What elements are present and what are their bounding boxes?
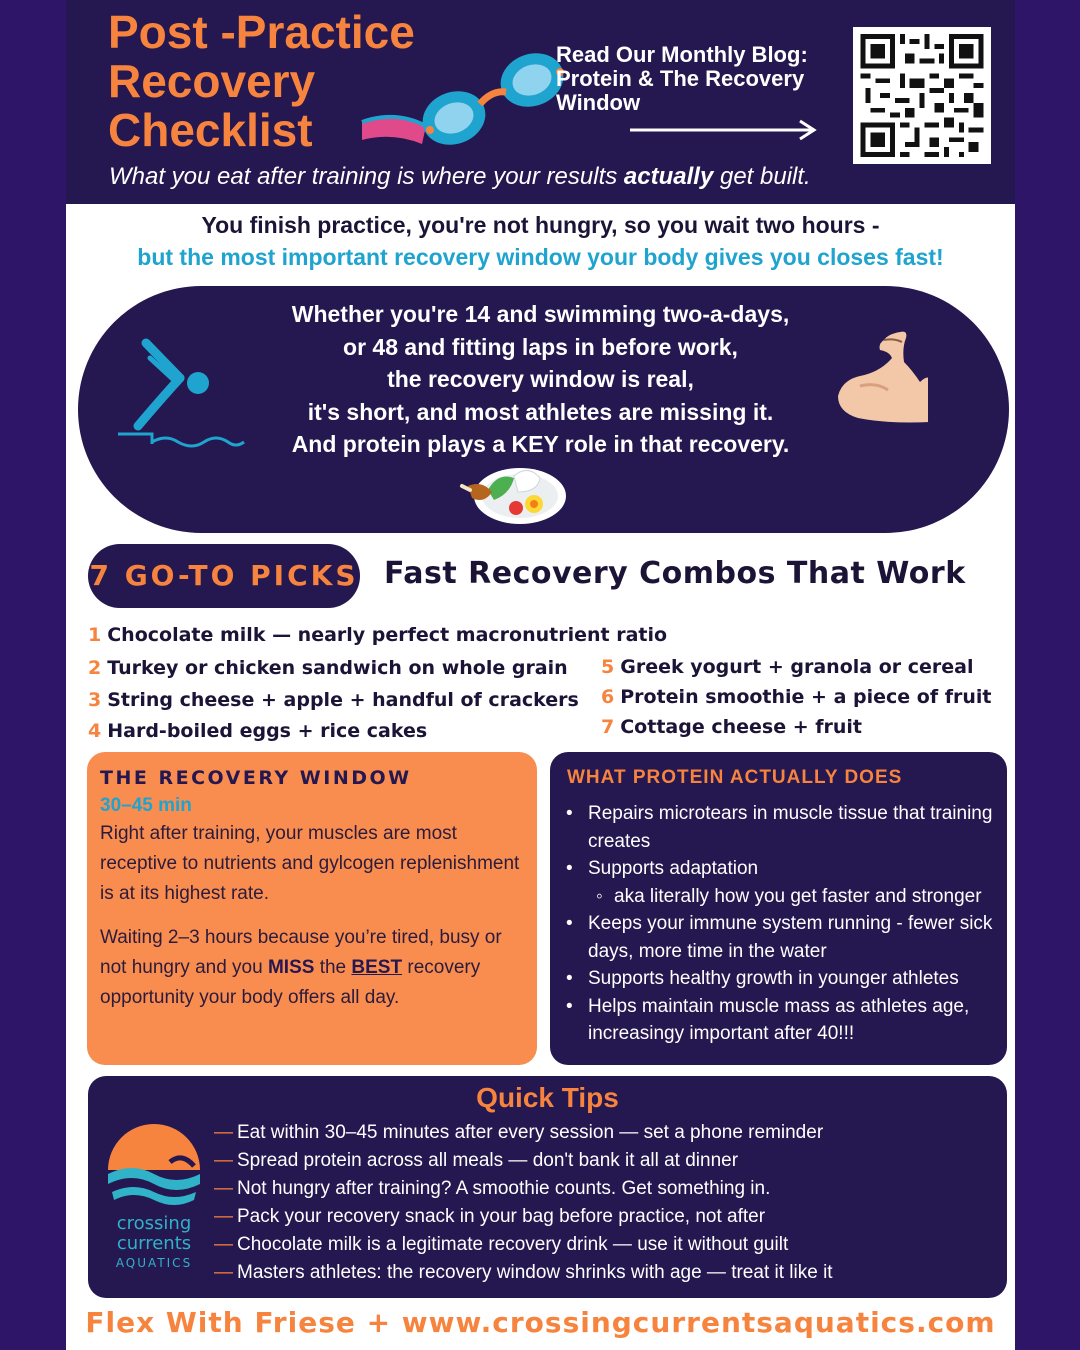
benefit-item: • Supports adaptation bbox=[556, 855, 1002, 883]
blog-promo[interactable] bbox=[556, 43, 831, 115]
pick-item bbox=[601, 656, 974, 678]
footer-website-link[interactable]: Flex With Friese + www.crossingcurrentsaquatics.com bbox=[85, 1306, 996, 1339]
benefit-item: • Supports healthy growth in younger athletes bbox=[556, 965, 1002, 993]
tip-text: Spread protein across all meals — don't bank it all at dinner bbox=[237, 1150, 739, 1171]
tip-dash: — bbox=[214, 1178, 233, 1199]
tip-dash: — bbox=[214, 1206, 233, 1227]
blog-line: Protein & The Recovery bbox=[556, 66, 805, 91]
best-emphasis: BEST bbox=[351, 957, 403, 978]
pick-text: Protein smoothie + a piece of fruit bbox=[620, 686, 992, 708]
miss-emphasis: MISS bbox=[267, 957, 315, 978]
pick-item bbox=[88, 720, 427, 742]
recovery-window-card bbox=[87, 752, 537, 1065]
title-line: Recovery bbox=[108, 55, 316, 107]
warning-text: the bbox=[314, 957, 352, 978]
pick-item bbox=[88, 657, 568, 679]
quick-tips-list bbox=[214, 1119, 833, 1287]
pick-text: Chocolate milk — nearly perfect macronutrient ratio bbox=[107, 624, 668, 646]
arrow-right-icon bbox=[630, 119, 818, 141]
pick-number: 5 bbox=[601, 656, 615, 678]
tip-dash: — bbox=[214, 1262, 233, 1283]
recovery-window-paragraph: Right after training, your muscles are most receptive to nutrients and gylcogen replenishment is at its highest rate. bbox=[100, 823, 520, 904]
tagline-text: get built. bbox=[713, 163, 811, 190]
goggles-icon bbox=[356, 52, 576, 152]
athlete-message-banner bbox=[78, 286, 1009, 533]
benefit-subitem: ◦ aka literally how you get faster and stronger bbox=[556, 883, 1002, 911]
pick-text: Hard-boiled eggs + rice cakes bbox=[107, 720, 428, 742]
quick-tips-panel bbox=[88, 1076, 1007, 1298]
pick-item bbox=[88, 689, 579, 711]
tip-dash: — bbox=[214, 1122, 233, 1143]
tagline bbox=[109, 163, 811, 191]
recovery-window-time: 30–45 min bbox=[100, 795, 192, 816]
food-plate-icon bbox=[458, 456, 568, 528]
recovery-window-heading: THE RECOVERY WINDOW bbox=[100, 767, 412, 789]
header-banner bbox=[66, 0, 1015, 204]
benefit-item: • Repairs microtears in muscle tissue that training creates bbox=[556, 800, 1002, 855]
logo-line: currents bbox=[116, 1233, 192, 1254]
tip-text: Chocolate milk is a legitimate recovery drink — use it without guilt bbox=[237, 1234, 789, 1255]
tip-item bbox=[214, 1175, 833, 1203]
title-line: Checklist bbox=[108, 104, 313, 156]
tip-dash: — bbox=[214, 1234, 233, 1255]
recovery-window-warning bbox=[100, 923, 525, 1013]
tagline-emphasis: actually bbox=[623, 163, 714, 190]
pick-item bbox=[88, 624, 667, 646]
tip-item bbox=[214, 1231, 833, 1259]
benefit-item: • Keeps your immune system running - fewer sick days, more time in the water bbox=[556, 910, 1002, 965]
logo-wordmark bbox=[98, 1214, 210, 1272]
qr-code-icon[interactable] bbox=[853, 27, 991, 164]
intro-line-2: but the most important recovery window your body gives you closes fast! bbox=[137, 244, 944, 270]
pick-text: String cheese + apple + handful of crackers bbox=[107, 689, 579, 711]
message-line: or 48 and fitting laps in before work, bbox=[343, 333, 738, 360]
quick-tips-title: Quick Tips bbox=[476, 1082, 619, 1113]
tagline-text: What you eat after training is where your results bbox=[109, 163, 624, 190]
flexed-bicep-icon bbox=[832, 326, 942, 426]
protein-heading: WHAT PROTEIN ACTUALLY DOES bbox=[567, 767, 903, 788]
message-line: the recovery window is real, bbox=[387, 366, 694, 392]
pick-number: 6 bbox=[601, 686, 615, 708]
tip-item bbox=[214, 1203, 833, 1231]
message-line: it's short, and most athletes are missing it. bbox=[307, 398, 774, 425]
tip-text: Pack your recovery snack in your bag before practice, not after bbox=[237, 1206, 766, 1227]
combos-heading: Fast Recovery Combos That Work bbox=[384, 556, 966, 591]
go-to-picks-badge: 7 GO-TO PICKS bbox=[88, 544, 360, 608]
warning-text: recovery opportunity your body offers all day. bbox=[100, 957, 481, 1008]
tip-text: Eat within 30–45 minutes after every session — set a phone reminder bbox=[237, 1122, 824, 1143]
pick-number: 4 bbox=[88, 720, 102, 742]
tip-item bbox=[214, 1147, 833, 1175]
swimmer-icon bbox=[116, 338, 246, 453]
logo-line: AQUATICS bbox=[115, 1256, 193, 1270]
crossing-currents-logo-icon bbox=[106, 1122, 202, 1212]
protein-benefits-card bbox=[550, 752, 1007, 1065]
athlete-message bbox=[238, 298, 843, 461]
title-line: Post -Practice bbox=[108, 6, 415, 58]
pick-text: Greek yogurt + granola or cereal bbox=[620, 656, 974, 678]
pick-item bbox=[601, 716, 862, 738]
blog-line: Read Our Monthly Blog: bbox=[556, 42, 808, 67]
message-line: And protein plays a KEY role in that recovery. bbox=[291, 431, 790, 457]
pick-number: 1 bbox=[88, 624, 102, 646]
tip-item bbox=[214, 1259, 833, 1287]
protein-benefits-list bbox=[556, 800, 1002, 1048]
pick-text: Turkey or chicken sandwich on whole grain bbox=[107, 657, 568, 679]
message-line: Whether you're 14 and swimming two-a-days, bbox=[291, 301, 790, 327]
tip-text: Masters athletes: the recovery window shrinks with age — treat it like it bbox=[237, 1262, 833, 1283]
tip-dash: — bbox=[214, 1150, 233, 1171]
warning-text: Waiting 2–3 hours because you’re tired, busy or not hungry and you bbox=[100, 927, 502, 978]
logo-line: crossing bbox=[116, 1213, 192, 1234]
pick-number: 2 bbox=[88, 657, 102, 679]
intro-line-1: You finish practice, you're not hungry, so you wait two hours - bbox=[201, 212, 880, 238]
tip-item bbox=[214, 1119, 833, 1147]
pick-item bbox=[601, 686, 991, 708]
pick-number: 3 bbox=[88, 689, 102, 711]
infographic-sheet bbox=[66, 0, 1015, 1350]
tip-text: Not hungry after training? A smoothie counts. Get something in. bbox=[237, 1178, 771, 1199]
pick-text: Cottage cheese + fruit bbox=[620, 716, 862, 738]
blog-line: Window bbox=[556, 90, 641, 115]
pick-number: 7 bbox=[601, 716, 615, 738]
benefit-item: • Helps maintain muscle mass as athletes age, increasingy important after 40!!! bbox=[556, 993, 1002, 1048]
